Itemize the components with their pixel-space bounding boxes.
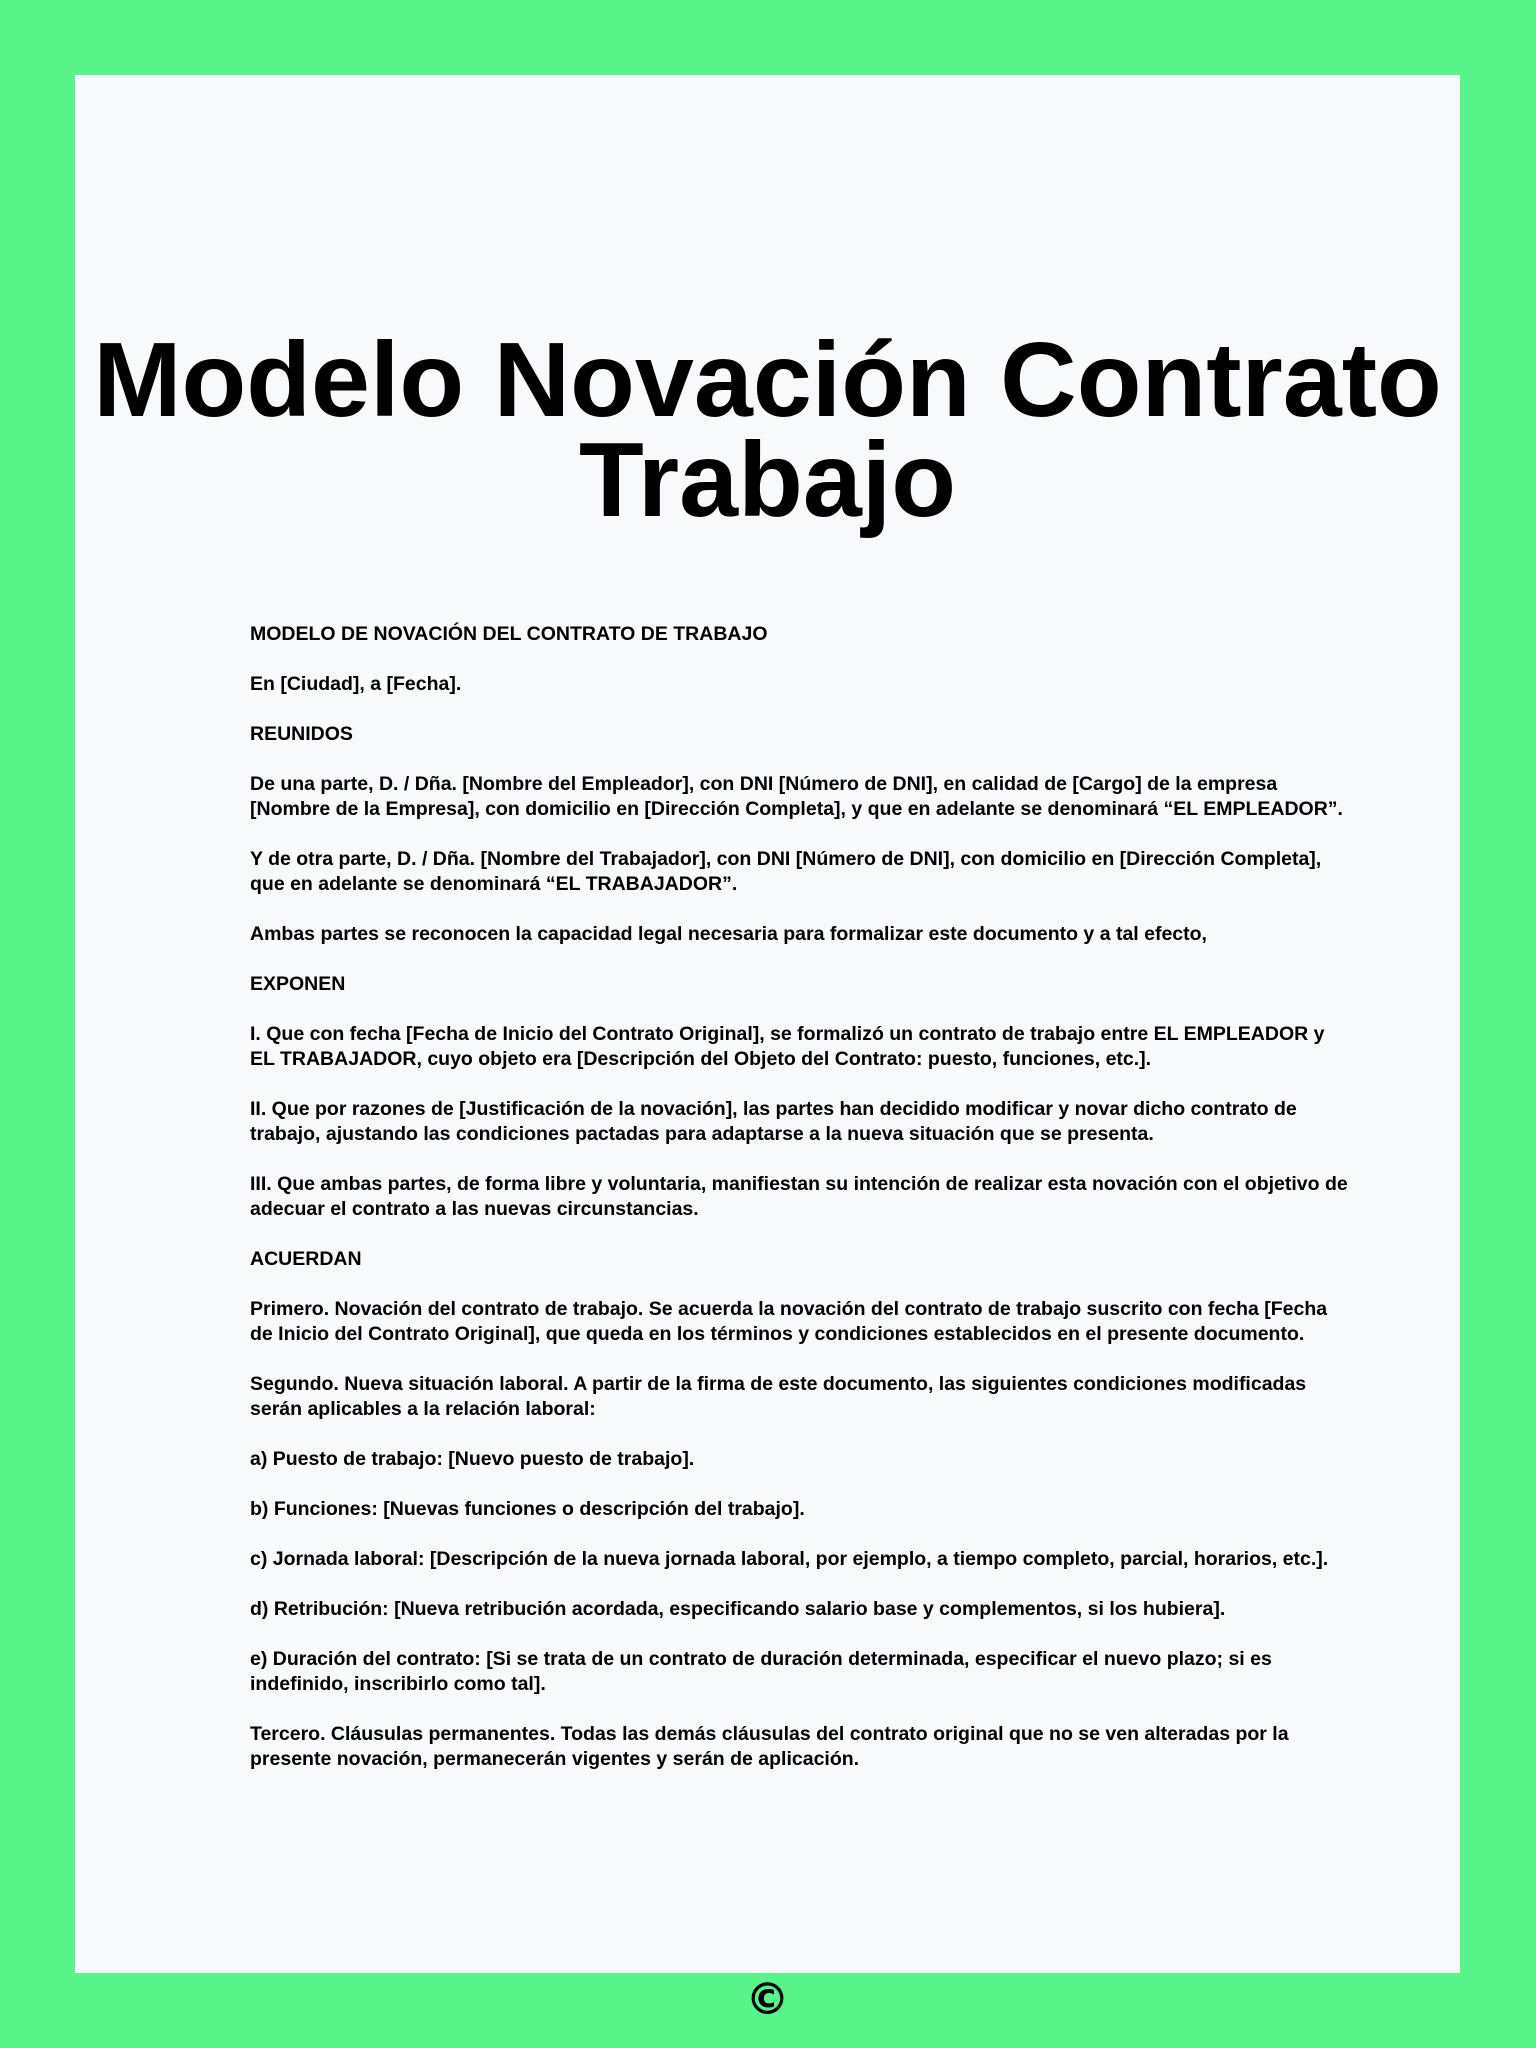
copyright-icon: ©: [745, 1974, 790, 2025]
paragraph-expone-2: II. Que por razones de [Justificación de la novación], las partes han decidido modificar y novar dicho contrato de trabajo, ajustando las condiciones pactadas para adaptarse a la nueva situación que se presenta.: [250, 1098, 1297, 1145]
section-heading-exponen: EXPONEN: [250, 973, 346, 995]
document-title: Modelo Novación Contrato Trabajo: [93, 321, 1442, 539]
section-heading-reunidos: REUNIDOS: [250, 723, 353, 745]
list-item-duracion: e) Duración del contrato: [Si se trata de un contrato de duración determinada, especificar el nuevo plazo; si es indefinido, inscribirlo como tal].: [250, 1648, 1272, 1695]
list-item-jornada: c) Jornada laboral: [Descripción de la nueva jornada laboral, por ejemplo, a tiempo completo, parcial, horarios, etc.].: [250, 1548, 1329, 1570]
document-body: [250, 622, 1350, 1797]
paragraph-expone-3: III. Que ambas partes, de forma libre y voluntaria, manifiestan su intención de realizar esta novación con el objetivo de adecuar el contrato a las nuevas circunstancias.: [250, 1173, 1348, 1220]
clause-primero: Primero. Novación del contrato de trabajo. Se acuerda la novación del contrato de trabajo suscrito con fecha [Fecha de Inicio del Contrato Original], que queda en los términos y condiciones establecidos en el presente documento.: [250, 1298, 1328, 1345]
paragraph-worker: Y de otra parte, D. / Dña. [Nombre del Trabajador], con DNI [Número de DNI], con domicilio en [Dirección Completa], que en adelante se denominará “EL TRABAJADOR”.: [250, 848, 1322, 895]
paragraph-capacity: Ambas partes se reconocen la capacidad legal necesaria para formalizar este documento y a tal efecto,: [250, 923, 1207, 945]
doc-heading: MODELO DE NOVACIÓN DEL CONTRATO DE TRABAJO: [250, 623, 768, 645]
list-item-funciones: b) Funciones: [Nuevas funciones o descripción del trabajo].: [250, 1498, 805, 1520]
list-item-retribucion: d) Retribución: [Nueva retribución acordada, especificando salario base y complementos, si los hubiera].: [250, 1598, 1226, 1620]
list-item-puesto: a) Puesto de trabajo: [Nuevo puesto de trabajo].: [250, 1448, 695, 1470]
place-date-line: En [Ciudad], a [Fecha].: [250, 673, 462, 695]
clause-segundo: Segundo. Nueva situación laboral. A partir de la firma de este documento, las siguientes condiciones modificadas serán aplicables a la relación laboral:: [250, 1373, 1307, 1420]
section-heading-acuerdan: ACUERDAN: [250, 1248, 362, 1270]
paragraph-employer: De una parte, D. / Dña. [Nombre del Empleador], con DNI [Número de DNI], en calidad de [Cargo] de la empresa [Nombre de la Empresa], con domicilio en [Dirección Completa], y que en adelante se denominará “EL EMPLEADOR”.: [250, 773, 1343, 820]
clause-tercero: Tercero. Cláusulas permanentes. Todas las demás cláusulas del contrato original que no se ven alteradas por la presente novación, permanecerán vigentes y serán de aplicación.: [250, 1723, 1289, 1770]
paragraph-expone-1: I. Que con fecha [Fecha de Inicio del Contrato Original], se formalizó un contrato de trabajo entre EL EMPLEADOR y EL TRABAJADOR, cuyo objeto era [Descripción del Objeto del Contrato: puesto, funciones, etc.].: [250, 1023, 1325, 1070]
document-page: [75, 75, 1460, 2025]
